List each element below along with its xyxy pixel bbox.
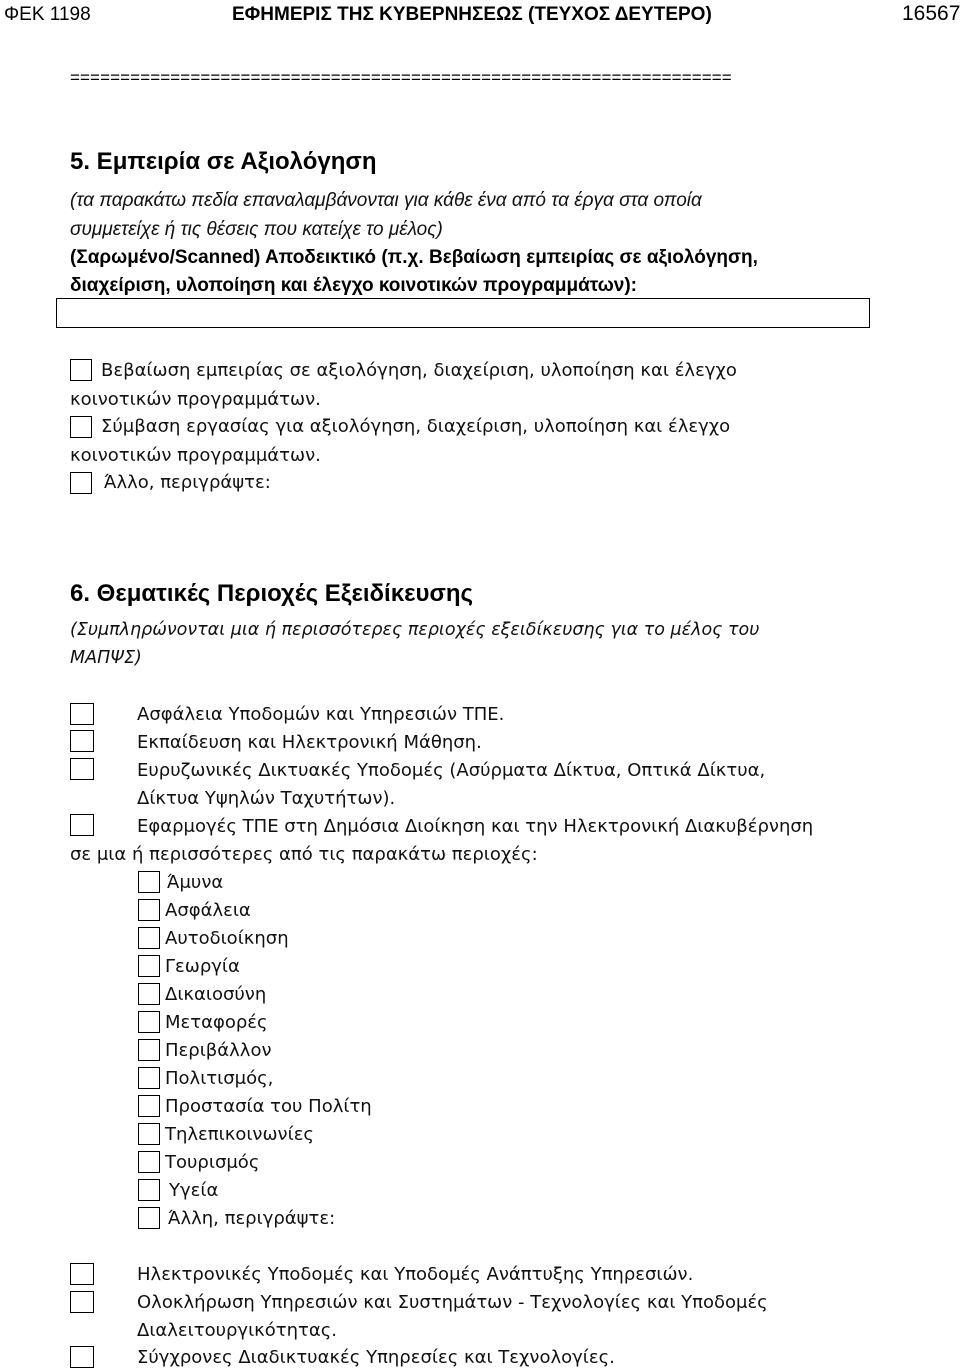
area-egov-line2: σε μια ή περισσότερες από τις παρακάτω περιοχές: <box>70 844 538 865</box>
subarea-other-checkbox[interactable] <box>138 1207 160 1229</box>
gazette-number: ΦΕΚ 1198 <box>4 4 91 25</box>
area-broadband-checkbox[interactable] <box>70 758 94 780</box>
subarea-tourism-label: Τουρισμός <box>165 1152 260 1173</box>
option-other-label: Άλλο, περιγράψτε: <box>104 472 271 493</box>
option-employment-contract-line2: κοινοτικών προγραμμάτων. <box>70 445 321 466</box>
option-experience-certificate-line1: Βεβαίωση εμπειρίας σε αξιολόγηση, διαχείριση, υλοποίηση και έλεγχο <box>101 360 737 381</box>
area-egov-line1: Εφαρμογές ΤΠΕ στη Δημόσια Διοίκηση και την Ηλεκτρονική Διακυβέρνηση <box>137 816 814 837</box>
subarea-culture-checkbox[interactable] <box>138 1067 160 1089</box>
subarea-local-government-label: Αυτοδιοίκηση <box>165 928 289 949</box>
area-einfrastructure-label: Ηλεκτρονικές Υποδομές και Υποδομές Ανάπτυξης Υπηρεσιών. <box>137 1264 694 1285</box>
subarea-security-label: Ασφάλεια <box>165 900 251 921</box>
section-6-note-line1: (Συμπληρώνονται μια ή περισσότερες περιοχές εξειδίκευσης για το μέλος του <box>70 620 760 640</box>
area-einfrastructure-checkbox[interactable] <box>70 1263 94 1285</box>
subarea-justice-label: Δικαιοσύνη <box>165 984 267 1005</box>
option-employment-contract-line1: Σύμβαση εργασίας για αξιολόγηση, διαχείριση, υλοποίηση και έλεγχο <box>101 416 731 437</box>
subarea-defense-label: Άμυνα <box>167 872 224 893</box>
option-experience-certificate-checkbox[interactable] <box>70 359 92 381</box>
option-experience-certificate-line2: κοινοτικών προγραμμάτων. <box>70 389 321 410</box>
page-number: 16567 <box>902 2 960 25</box>
subarea-agriculture-label: Γεωργία <box>165 956 240 977</box>
evidence-input[interactable] <box>56 298 870 328</box>
area-web-services-label: Σύγχρονες Διαδικτυακές Υπηρεσίες και Τεχνολογίες. <box>137 1347 615 1368</box>
subarea-civil-protection-checkbox[interactable] <box>138 1095 160 1117</box>
section-5-note-line1: (τα παρακάτω πεδία επαναλαμβάνονται για κάθε ένα από τα έργα στα οποία <box>70 190 702 211</box>
subarea-justice-checkbox[interactable] <box>138 983 160 1005</box>
evidence-label-line2: διαχείριση, υλοποίηση και έλεγχο κοινοτικών προγραμμάτων): <box>70 275 638 296</box>
area-ict-security-checkbox[interactable] <box>70 703 94 725</box>
subarea-defense-checkbox[interactable] <box>138 871 160 893</box>
subarea-other-label: Άλλη, περιγράψτε: <box>168 1208 336 1229</box>
subarea-environment-checkbox[interactable] <box>138 1039 160 1061</box>
subarea-transport-checkbox[interactable] <box>138 1011 160 1033</box>
evidence-label-line1: (Σαρωμένο/Scanned) Αποδεικτικό (π.χ. Βεβαίωση εμπειρίας σε αξιολόγηση, <box>70 247 758 268</box>
subarea-civil-protection-label: Προστασία του Πολίτη <box>165 1096 372 1117</box>
area-interoperability-line1: Ολοκλήρωση Υπηρεσιών και Συστημάτων - Τεχνολογίες και Υποδομές <box>137 1292 768 1313</box>
subarea-agriculture-checkbox[interactable] <box>138 955 160 977</box>
separator-line: ================================================================== <box>70 68 732 87</box>
area-egov-checkbox[interactable] <box>70 814 94 836</box>
area-web-services-checkbox[interactable] <box>70 1346 94 1368</box>
subarea-security-checkbox[interactable] <box>138 899 160 921</box>
area-elearning-checkbox[interactable] <box>70 730 94 752</box>
option-employment-contract-checkbox[interactable] <box>70 416 92 438</box>
area-broadband-line2: Δίκτυα Υψηλών Ταχυτήτων). <box>137 788 396 809</box>
section-5-note-line2: συμμετείχε ή τις θέσεις που κατείχε το μέλος) <box>70 219 443 240</box>
area-ict-security-label: Ασφάλεια Υποδομών και Υπηρεσιών ΤΠΕ. <box>137 704 505 725</box>
area-interoperability-line2: Διαλειτουργικότητας. <box>137 1320 338 1341</box>
section-6-note-line2: ΜΑΠΨΣ) <box>70 648 142 668</box>
area-interoperability-checkbox[interactable] <box>70 1291 94 1313</box>
subarea-culture-label: Πολιτισμός, <box>165 1068 274 1089</box>
subarea-local-government-checkbox[interactable] <box>138 927 160 949</box>
area-broadband-line1: Ευρυζωνικές Δικτυακές Υποδομές (Ασύρματα Δίκτυα, Οπτικά Δίκτυα, <box>137 760 766 781</box>
subarea-tourism-checkbox[interactable] <box>138 1151 160 1173</box>
subarea-environment-label: Περιβάλλον <box>165 1040 272 1061</box>
subarea-transport-label: Μεταφορές <box>165 1012 268 1033</box>
subarea-telecom-checkbox[interactable] <box>138 1123 160 1145</box>
subarea-health-checkbox[interactable] <box>138 1179 160 1201</box>
subarea-health-label: Υγεία <box>169 1180 219 1201</box>
section-6-title: 6. Θεματικές Περιοχές Εξειδίκευσης <box>70 580 474 607</box>
gazette-title: ΕΦΗΜΕΡΙΣ ΤΗΣ ΚΥΒΕΡΝΗΣΕΩΣ (ΤΕΥΧΟΣ ΔΕΥΤΕΡΟ) <box>232 4 712 25</box>
option-other-checkbox[interactable] <box>70 472 92 494</box>
section-5-title: 5. Εμπειρία σε Αξιολόγηση <box>70 148 377 175</box>
area-elearning-label: Εκπαίδευση και Ηλεκτρονική Μάθηση. <box>137 732 482 753</box>
subarea-telecom-label: Τηλεπικοινωνίες <box>165 1124 314 1145</box>
